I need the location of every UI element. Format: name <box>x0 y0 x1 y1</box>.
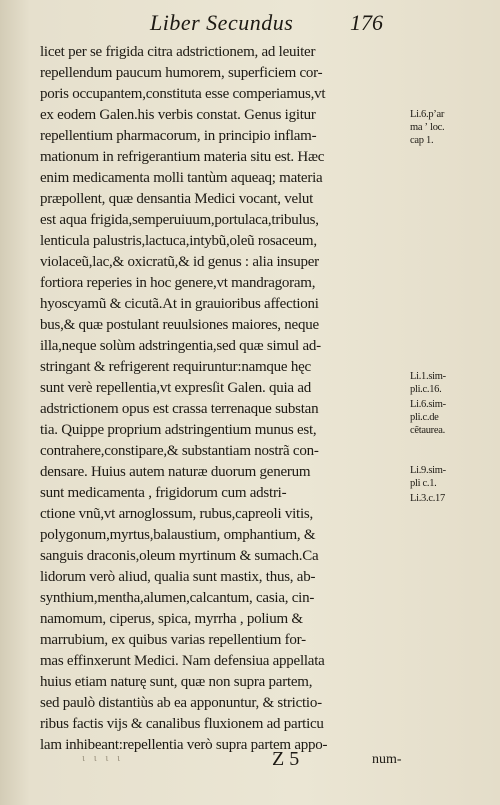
text-line: adstrictionem opus est crassa terrenaque substan <box>40 401 319 417</box>
text-line: densare. Huius autem naturæ duorum generum <box>40 464 311 480</box>
text-line: ribus factis vijs & canalibus fluxionem ad particu <box>40 716 324 732</box>
text-line: fortiora reperies in hoc genere,vt mandragoram, <box>40 275 316 291</box>
text-line: namomum, ciperus, spica, myrrha , polium & <box>40 611 303 627</box>
text-line: sunt medicamenta , frigidorum cum adstri- <box>40 485 287 501</box>
text-line: licet per se frigida citra adstrictionem, ad leuiter <box>40 44 316 60</box>
text-line: lam inhibeant:repellentia verò supra partem appo- <box>40 737 328 753</box>
text-line: sunt verè repellentia,vt expresſit Galen. quia ad <box>40 380 311 396</box>
text-line: ex eodem Galen.his verbis constat. Genus igitur <box>40 107 316 123</box>
text-line: contrahere,constipare,& substantiam nostrã con- <box>40 443 319 459</box>
text-line: lidorum verò aliud, qualia sunt mastix, thus, ab- <box>40 569 316 585</box>
text-line: mationum in refrigerantium materia situ est. Hæc <box>40 149 325 165</box>
margin-note: Li.6.sim- <box>410 399 446 410</box>
margin-note: pli c.1. <box>410 478 437 489</box>
text-line: lenticula palustris,lactuca,intybũ,oleũ rosaceum, <box>40 233 317 249</box>
text-line: sanguis draconis,oleum myrtinum & sumach.Ca <box>40 548 319 564</box>
text-line: hyoscyamũ & cicutã.At in grauioribus affectioni <box>40 296 319 312</box>
text-line: repellentium pharmacorum, in principio inflam- <box>40 128 317 144</box>
catchword: num- <box>372 752 402 767</box>
text-line: poris occupantem,constituta esse comperiamus,vt <box>40 86 326 102</box>
text-line: ctione vnũ,vt arnoglossum, rubus,capreoli vitis, <box>40 506 313 522</box>
text-line: violaceũ,lac,& oxicratũ,& id genus : alia insuper <box>40 254 319 270</box>
body-text <box>40 42 404 756</box>
margin-note: pli.c.de <box>410 412 439 423</box>
text-line: est aqua frigida,semperuiuum,portulaca,tribulus, <box>40 212 319 228</box>
margin-note: cap 1. <box>410 135 434 146</box>
text-line: præpollent, quæ densantia Medici vocant, velut <box>40 191 314 207</box>
text-line: polygonum,myrtus,balaustium, omphantium, & <box>40 527 316 543</box>
text-line: sed paulò distantiùs ab ea apponuntur, & strictio- <box>40 695 322 711</box>
text-line: marrubium, ex quibus varias repellentium for- <box>40 632 306 648</box>
text-line: enim medicamenta molli tantùm aqueaq; materia <box>40 170 323 186</box>
page-number: 176 <box>350 10 383 35</box>
text-line: bus,& quæ postulant reuulsiones maiores, neque <box>40 317 319 333</box>
faint-marks: ι ι ι ι <box>82 752 124 764</box>
signature-mark: Z 5 <box>272 748 300 770</box>
margin-note: Li.1.sim- <box>410 371 446 382</box>
text-line: tia. Quippe proprium adstringentium munus est, <box>40 422 317 438</box>
text-line: huius etiam naturę sunt, quæ non supra partem, <box>40 674 313 690</box>
text-line: repellendum paucum humorem, superficiem cor- <box>40 65 323 81</box>
margin-note: pli.c.16. <box>410 384 442 395</box>
margin-note: Li.9.sim- <box>410 465 446 476</box>
margin-note: ma ʼ loc. <box>410 122 445 133</box>
text-line: stringant & refrigerent requiruntur:namque hęc <box>40 359 311 375</box>
text-line: illa,neque solùm adstringentia,sed quæ simul ad- <box>40 338 321 354</box>
margin-note: Li.3.c.17 <box>410 493 445 504</box>
text-line: mas effinxerunt Medici. Nam defensiua appellata <box>40 653 325 669</box>
running-title: Liber Secundus <box>150 10 294 35</box>
margin-note: cẽtaurea. <box>410 425 445 436</box>
margin-note: Li.6.pʼar <box>410 109 445 120</box>
text-line: synthium,mentha,alumen,calcantum, casia, cin- <box>40 590 315 606</box>
